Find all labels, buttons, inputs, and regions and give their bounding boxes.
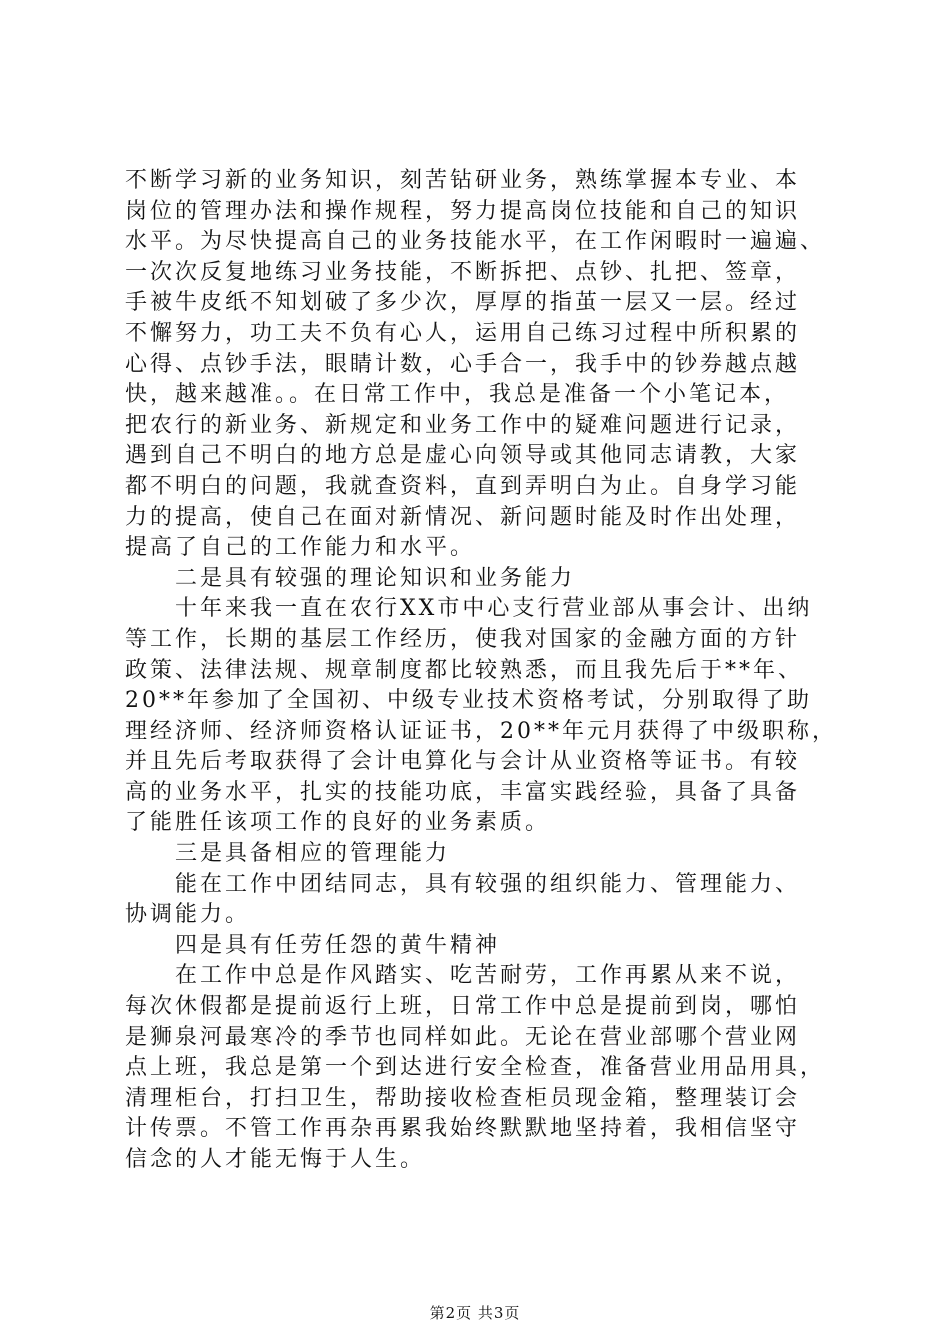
text-line: 遇到自己不明白的地方总是虚心向领导或其他同志请教，大家 xyxy=(125,443,801,469)
text-line: 不断学习新的业务知识，刻苦钻研业务，熟练掌握本专业、本 xyxy=(125,168,801,193)
text-line: 把农行的新业务、新规定和业务工作中的疑难问题进行记录， xyxy=(125,412,801,438)
text-line: 不懈努力，功工夫不负有心人，运用自己练习过程中所积累的 xyxy=(125,320,801,346)
text-line: 了能胜任该项工作的良好的业务素质。 xyxy=(125,810,551,836)
text-line: 手被牛皮纸不知划破了多少次，厚厚的指茧一层又一层。经过 xyxy=(125,290,801,316)
text-line: 岗位的管理办法和操作规程，努力提高岗位技能和自己的知识 xyxy=(125,198,801,224)
text-line: 三是具备相应的管理能力 xyxy=(175,841,451,867)
text-line: 快，越来越准。。在日常工作中，我总是准备一个小笔记本， xyxy=(125,382,790,408)
text-line: 一次次反复地练习业务技能，不断拆把、点钞、扎把、签章， xyxy=(125,259,801,285)
text-line: 信念的人才能无悔于人生。 xyxy=(125,1147,426,1172)
text-line: 十年来我一直在农行XX市中心支行营业部从事会计、出纳 xyxy=(175,596,813,622)
text-line: 力的提高，使自己在面对新情况、新问题时能及时作出处理， xyxy=(125,504,801,530)
document-body xyxy=(125,166,837,1176)
text-line: 协调能力。 xyxy=(125,902,251,928)
text-line: 计传票。不管工作再杂再累我始终默默地坚持着，我相信坚守 xyxy=(125,1116,801,1142)
text-line: 二是具有较强的理论知识和业务能力 xyxy=(175,565,576,591)
text-line: 等工作，长期的基层工作经历，使我对国家的金融方面的方针 xyxy=(125,626,801,652)
text-line: 心得、点钞手法，眼睛计数，心手合一，我手中的钞券越点越 xyxy=(125,351,801,377)
page-footer: 第2页 共3页 xyxy=(429,1304,521,1322)
text-line: 点上班，我总是第一个到达进行安全检查，准备营业用品用具， xyxy=(125,1055,826,1081)
text-line: 是狮泉河最寒冷的季节也同样如此。无论在营业部哪个营业网 xyxy=(125,1024,801,1050)
text-line: 每次休假都是提前返行上班，日常工作中总是提前到岗，哪怕 xyxy=(125,994,801,1020)
text-line: 能在工作中团结同志，具有较强的组织能力、管理能力、 xyxy=(175,871,801,897)
text-line: 理经济师、经济师资格认证证书，20**年元月获得了中级职称， xyxy=(125,718,837,744)
text-line: 在工作中总是作风踏实、吃苦耐劳，工作再累从来不说， xyxy=(175,963,801,989)
text-line: 并且先后考取获得了会计电算化与会计从业资格等证书。有较 xyxy=(125,749,801,775)
text-line: 清理柜台，打扫卫生，帮助接收检查柜员现金箱，整理装订会 xyxy=(125,1085,801,1111)
text-line: 水平。为尽快提高自己的业务技能水平，在工作闲暇时一遍遍、 xyxy=(125,229,826,255)
text-line: 四是具有任劳任怨的黄牛精神 xyxy=(175,932,501,958)
text-line: 20**年参加了全国初、中级专业技术资格考试，分别取得了助 xyxy=(125,688,812,714)
text-line: 政策、法律法规、规章制度都比较熟悉，而且我先后于**年、 xyxy=(125,657,804,683)
text-line: 都不明白的问题，我就查资料，直到弄明白为止。自身学习能 xyxy=(125,473,801,499)
text-line: 高的业务水平，扎实的技能功底，丰富实践经验，具备了具备 xyxy=(125,779,801,805)
text-line: 提高了自己的工作能力和水平。 xyxy=(125,535,476,561)
